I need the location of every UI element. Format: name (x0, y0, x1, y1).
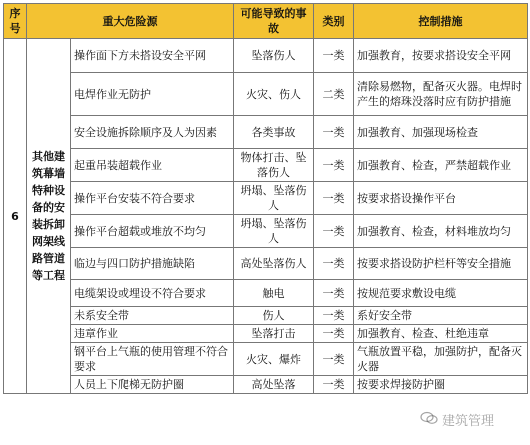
control-measures-cell: 气瓶放置平稳，加强防护，配备灭火器 (354, 343, 528, 376)
table-row (4, 182, 528, 215)
hazard-source-cell: 人员上下爬梯无防护圈 (71, 376, 234, 394)
possible-accident-cell: 高处坠落伤人 (234, 248, 314, 280)
hazard-type-cell: 一类 (314, 215, 354, 248)
chat-bubble-icon (420, 411, 438, 429)
header-possible-accident: 可能导致的事故 (234, 4, 314, 39)
table-row (4, 307, 528, 325)
possible-accident-cell: 高处坠落 (234, 376, 314, 394)
hazard-type-cell: 一类 (314, 280, 354, 307)
table-row (4, 149, 528, 182)
hazard-type-cell: 一类 (314, 343, 354, 376)
header-seq: 序号 (4, 4, 27, 39)
possible-accident-cell: 坍塌、坠落伤人 (234, 182, 314, 215)
possible-accident-cell: 伤人 (234, 307, 314, 325)
table-row (4, 215, 528, 248)
hazard-source-cell: 电缆架设或埋设不符合要求 (71, 280, 234, 307)
hazard-type-cell: 一类 (314, 116, 354, 149)
table-row (4, 325, 528, 343)
header-hazard-source: 重大危险源 (27, 4, 234, 39)
control-measures-cell: 加强教育、检查，严禁超载作业 (354, 149, 528, 182)
control-measures-cell: 加强教育、检查，材料堆放均匀 (354, 215, 528, 248)
table-row (4, 343, 528, 376)
table-row (4, 248, 528, 280)
hazard-source-cell: 未系安全带 (71, 307, 234, 325)
table-body (4, 39, 528, 394)
project-category: 其他建筑幕墙特种设备的安装拆卸网架线路管道等工程 (27, 39, 71, 394)
control-measures-cell: 按要求搭设防护栏杆等安全措施 (354, 248, 528, 280)
possible-accident-cell: 火灾、伤人 (234, 73, 314, 116)
control-measures-cell: 按要求搭设操作平台 (354, 182, 528, 215)
hazard-source-table (3, 3, 528, 394)
watermark-text: 建筑管理 (442, 414, 495, 429)
possible-accident-cell: 坍塌、坠落伤人 (234, 215, 314, 248)
table-header-row (4, 4, 528, 39)
hazard-type-cell: 一类 (314, 325, 354, 343)
hazard-source-cell: 临边与四口防护措施缺陷 (71, 248, 234, 280)
control-measures-cell: 清除易燃物，配备灭火器。电焊时产生的熔珠没落时应有防护措施 (354, 73, 528, 116)
control-measures-cell: 系好安全带 (354, 307, 528, 325)
header-control-measures: 控制措施 (354, 4, 528, 39)
hazard-type-cell: 一类 (314, 39, 354, 73)
control-measures-cell: 加强教育、检查、杜绝违章 (354, 325, 528, 343)
hazard-type-cell: 二类 (314, 73, 354, 116)
hazard-source-cell: 电焊作业无防护 (71, 73, 234, 116)
table-row (4, 116, 528, 149)
control-measures-cell: 加强教育，按要求搭设安全平网 (354, 39, 528, 73)
possible-accident-cell: 火灾、爆炸 (234, 343, 314, 376)
hazard-source-cell: 违章作业 (71, 325, 234, 343)
sequence-number: 6 (4, 39, 27, 394)
hazard-source-cell: 安全设施拆除顺序及人为因素 (71, 116, 234, 149)
control-measures-cell: 加强教育、加强现场检查 (354, 116, 528, 149)
possible-accident-cell: 触电 (234, 280, 314, 307)
control-measures-cell: 按要求焊接防护圈 (354, 376, 528, 394)
table-row (4, 280, 528, 307)
control-measures-cell: 按规范要求敷设电缆 (354, 280, 528, 307)
hazard-source-cell: 操作平台安装不符合要求 (71, 182, 234, 215)
hazard-type-cell: 一类 (314, 248, 354, 280)
table-container (3, 3, 528, 394)
possible-accident-cell: 各类事故 (234, 116, 314, 149)
hazard-source-cell: 起重吊装超载作业 (71, 149, 234, 182)
hazard-source-cell: 钢平台上气瓶的使用管理不符合要求 (71, 343, 234, 376)
possible-accident-cell: 物体打击、坠落伤人 (234, 149, 314, 182)
table-row (4, 73, 528, 116)
hazard-type-cell: 一类 (314, 376, 354, 394)
hazard-type-cell: 一类 (314, 307, 354, 325)
watermark (420, 410, 494, 429)
hazard-source-cell: 操作面下方未搭设安全平网 (71, 39, 234, 73)
table-row (4, 39, 528, 73)
table-row (4, 376, 528, 394)
hazard-type-cell: 一类 (314, 182, 354, 215)
header-type: 类别 (314, 4, 354, 39)
hazard-source-cell: 操作平台超载或堆放不均匀 (71, 215, 234, 248)
possible-accident-cell: 坠落打击 (234, 325, 314, 343)
hazard-type-cell: 一类 (314, 149, 354, 182)
possible-accident-cell: 坠落伤人 (234, 39, 314, 73)
